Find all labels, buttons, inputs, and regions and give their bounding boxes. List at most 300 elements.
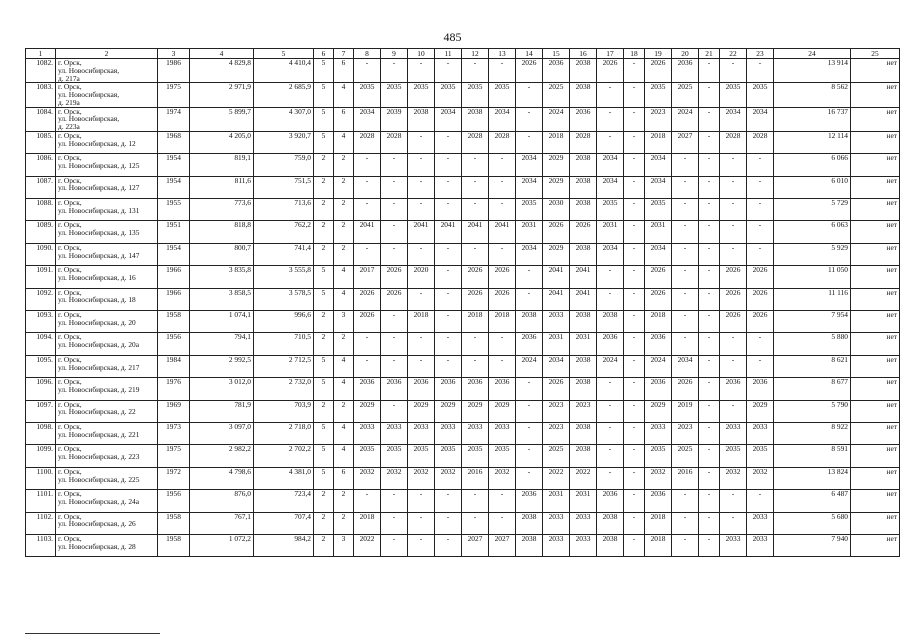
cell-col-17: 2034 <box>597 176 624 198</box>
cell-col-16: 2038 <box>570 176 597 198</box>
cell-col-23: 2028 <box>747 131 774 153</box>
cell-col-18: - <box>624 83 645 107</box>
address-cell <box>56 266 158 288</box>
cell-col-12: 2036 <box>462 378 489 400</box>
cell-col-15: 2025 <box>543 445 570 467</box>
cell-col-15: 2041 <box>543 288 570 310</box>
cell-col-10: - <box>408 534 435 556</box>
address-line: г. Орск, <box>58 400 82 409</box>
address-line: ул. Новосибирская, д. 16 <box>58 273 136 282</box>
cell-col-11: 2029 <box>435 400 462 422</box>
cell-col-24: 5 729 <box>774 199 851 221</box>
row-number: 1089. <box>26 221 56 243</box>
cell-col-10: - <box>408 512 435 534</box>
cell-col-6: 2 <box>314 333 334 355</box>
cell-col-24: 6 487 <box>774 490 851 512</box>
column-header-24: 24 <box>774 49 851 59</box>
cell-col-9: - <box>381 154 408 176</box>
cell-col-14: - <box>516 445 543 467</box>
cell-col-21: - <box>699 288 720 310</box>
cell-col-5: 707,4 <box>254 512 314 534</box>
cell-col-23: 2033 <box>747 534 774 556</box>
cell-col-25: нет <box>851 490 900 512</box>
cell-col-17: 2034 <box>597 154 624 176</box>
address-line: ул. Новосибирская, <box>58 65 120 75</box>
cell-col-17: - <box>597 467 624 489</box>
cell-col-6: 2 <box>314 221 334 243</box>
cell-col-10: - <box>408 288 435 310</box>
cell-col-12: 2018 <box>462 311 489 333</box>
cell-col-3: 1973 <box>158 422 190 444</box>
cell-col-22: - <box>720 333 747 355</box>
cell-col-4: 811,6 <box>190 176 254 198</box>
cell-col-5: 4 381,0 <box>254 467 314 489</box>
cell-col-7: 4 <box>334 378 354 400</box>
cell-col-4: 3 835,8 <box>190 266 254 288</box>
cell-col-16: 2038 <box>570 378 597 400</box>
row-number: 1098. <box>26 422 56 444</box>
cell-col-16: 2038 <box>570 154 597 176</box>
table-row <box>26 512 900 534</box>
cell-col-9: - <box>381 534 408 556</box>
cell-col-20: 2026 <box>672 378 699 400</box>
cell-col-15: 2031 <box>543 490 570 512</box>
cell-col-4: 876,0 <box>190 490 254 512</box>
cell-col-21: - <box>699 199 720 221</box>
cell-col-20: 2025 <box>672 445 699 467</box>
cell-col-7: 2 <box>334 243 354 265</box>
cell-col-14: - <box>516 400 543 422</box>
cell-col-25: нет <box>851 107 900 131</box>
row-number: 1083. <box>26 83 56 107</box>
column-header-22: 22 <box>720 49 747 59</box>
cell-col-23: - <box>747 221 774 243</box>
cell-col-19: 2035 <box>645 445 672 467</box>
row-number: 1088. <box>26 199 56 221</box>
address-line: г. Орск, <box>58 176 82 185</box>
cell-col-6: 2 <box>314 512 334 534</box>
cell-col-5: 984,2 <box>254 534 314 556</box>
cell-col-9: - <box>381 333 408 355</box>
cell-col-20: - <box>672 333 699 355</box>
cell-col-13: 2034 <box>489 107 516 131</box>
cell-col-15: 2033 <box>543 534 570 556</box>
cell-col-11: 2035 <box>435 83 462 107</box>
cell-col-5: 762,2 <box>254 221 314 243</box>
cell-col-18: - <box>624 355 645 377</box>
cell-col-14: 2036 <box>516 490 543 512</box>
cell-col-12: - <box>462 199 489 221</box>
address-line: ул. Новосибирская, д. 125 <box>58 161 140 171</box>
cell-col-24: 13 914 <box>774 59 851 83</box>
cell-col-11: 2033 <box>435 422 462 444</box>
cell-col-7: 6 <box>334 107 354 131</box>
cell-col-24: 12 114 <box>774 131 851 153</box>
cell-col-21: - <box>699 445 720 467</box>
cell-col-3: 1975 <box>158 83 190 107</box>
cell-col-21: - <box>699 355 720 377</box>
cell-col-6: 5 <box>314 59 334 83</box>
cell-col-22: 2036 <box>720 378 747 400</box>
cell-col-13: 2028 <box>489 131 516 153</box>
cell-col-16: 2038 <box>570 422 597 444</box>
cell-col-25: нет <box>851 83 900 107</box>
address-cell <box>56 534 158 556</box>
cell-col-15: 2033 <box>543 512 570 534</box>
cell-col-16: 2038 <box>570 311 597 333</box>
cell-col-9: - <box>381 311 408 333</box>
cell-col-23: - <box>747 490 774 512</box>
column-number-header <box>26 49 900 59</box>
row-number: 1090. <box>26 243 56 265</box>
cell-col-11: - <box>435 311 462 333</box>
cell-col-9: - <box>381 512 408 534</box>
cell-col-19: 2018 <box>645 131 672 153</box>
cell-col-10: - <box>408 199 435 221</box>
table-row <box>26 266 900 288</box>
cell-col-18: - <box>624 59 645 83</box>
cell-col-13: 2027 <box>489 534 516 556</box>
cell-col-21: - <box>699 467 720 489</box>
cell-col-10: 2036 <box>408 378 435 400</box>
cell-col-9: - <box>381 221 408 243</box>
cell-col-18: - <box>624 199 645 221</box>
cell-col-17: - <box>597 422 624 444</box>
cell-col-19: 2035 <box>645 83 672 107</box>
cell-col-24: 8 677 <box>774 378 851 400</box>
column-header-20: 20 <box>672 49 699 59</box>
cell-col-11: - <box>435 534 462 556</box>
cell-col-3: 1955 <box>158 199 190 221</box>
cell-col-16: 2022 <box>570 467 597 489</box>
row-number: 1093. <box>26 311 56 333</box>
cell-col-18: - <box>624 400 645 422</box>
column-header-25: 25 <box>851 49 900 59</box>
cell-col-17: 2034 <box>597 243 624 265</box>
cell-col-8: 2032 <box>354 467 381 489</box>
cell-col-16: 2031 <box>570 333 597 355</box>
cell-col-25: нет <box>851 288 900 310</box>
cell-col-4: 3 097,0 <box>190 422 254 444</box>
address-line: д. 219а <box>58 97 80 107</box>
cell-col-13: - <box>489 154 516 176</box>
cell-col-4: 4 829,8 <box>190 59 254 83</box>
cell-col-8: - <box>354 355 381 377</box>
cell-col-24: 7 954 <box>774 311 851 333</box>
cell-col-4: 767,1 <box>190 512 254 534</box>
cell-col-7: 4 <box>334 355 354 377</box>
cell-col-8: 2028 <box>354 131 381 153</box>
cell-col-23: - <box>747 355 774 377</box>
cell-col-16: 2038 <box>570 243 597 265</box>
cell-col-7: 2 <box>334 400 354 422</box>
cell-col-18: - <box>624 534 645 556</box>
cell-col-17: 2031 <box>597 221 624 243</box>
cell-col-25: нет <box>851 512 900 534</box>
cell-col-22: 2033 <box>720 422 747 444</box>
cell-col-25: нет <box>851 333 900 355</box>
cell-col-7: 2 <box>334 199 354 221</box>
address-cell <box>56 400 158 422</box>
cell-col-10: 2018 <box>408 311 435 333</box>
table-row <box>26 311 900 333</box>
cell-col-17: 2038 <box>597 534 624 556</box>
address-line: ул. Новосибирская, <box>58 90 120 100</box>
cell-col-8: 2036 <box>354 378 381 400</box>
cell-col-9: - <box>381 243 408 265</box>
cell-col-3: 1954 <box>158 176 190 198</box>
cell-col-22: 2034 <box>720 107 747 131</box>
cell-col-10: - <box>408 333 435 355</box>
cell-col-12: - <box>462 512 489 534</box>
cell-col-21: - <box>699 266 720 288</box>
cell-col-9: 2028 <box>381 131 408 153</box>
cell-col-8: 2041 <box>354 221 381 243</box>
cell-col-14: 2026 <box>516 59 543 83</box>
cell-col-18: - <box>624 266 645 288</box>
address-line: ул. Новосибирская, д. 219 <box>58 384 140 394</box>
cell-col-11: - <box>435 243 462 265</box>
cell-col-25: нет <box>851 378 900 400</box>
cell-col-20: 2027 <box>672 131 699 153</box>
column-header-4: 4 <box>190 49 254 59</box>
cell-col-16: 2041 <box>570 266 597 288</box>
cell-col-9: 2039 <box>381 107 408 131</box>
cell-col-16: 2038 <box>570 355 597 377</box>
address-cell <box>56 83 158 107</box>
address-line: г. Орск, <box>58 377 82 387</box>
cell-col-3: 1974 <box>158 107 190 131</box>
cell-col-21: - <box>699 512 720 534</box>
cell-col-17: 2038 <box>597 311 624 333</box>
cell-col-7: 4 <box>334 422 354 444</box>
address-line: г. Орск, <box>58 58 82 67</box>
cell-col-6: 2 <box>314 243 334 265</box>
cell-col-9: - <box>381 400 408 422</box>
cell-col-20: - <box>672 243 699 265</box>
cell-col-23: 2026 <box>747 266 774 288</box>
cell-col-22: 2028 <box>720 131 747 153</box>
table-row <box>26 221 900 243</box>
cell-col-11: - <box>435 199 462 221</box>
cell-col-14: 2031 <box>516 221 543 243</box>
cell-col-4: 818,8 <box>190 221 254 243</box>
cell-col-19: 2018 <box>645 512 672 534</box>
cell-col-14: 2034 <box>516 243 543 265</box>
cell-col-6: 5 <box>314 288 334 310</box>
cell-col-22: 2035 <box>720 83 747 107</box>
row-number: 1084. <box>26 107 56 131</box>
address-cell <box>56 512 158 534</box>
row-number: 1082. <box>26 59 56 83</box>
cell-col-21: - <box>699 154 720 176</box>
cell-col-13: - <box>489 199 516 221</box>
cell-col-19: 2036 <box>645 490 672 512</box>
cell-col-6: 5 <box>314 131 334 153</box>
cell-col-6: 5 <box>314 467 334 489</box>
cell-col-14: 2038 <box>516 311 543 333</box>
cell-col-17: 2036 <box>597 490 624 512</box>
address-cell <box>56 243 158 265</box>
cell-col-23: 2035 <box>747 83 774 107</box>
address-line: ул. Новосибирская, д. 24а <box>58 496 140 506</box>
cell-col-5: 751,5 <box>254 176 314 198</box>
cell-col-12: - <box>462 59 489 83</box>
cell-col-15: 2029 <box>543 243 570 265</box>
table-row <box>26 154 900 176</box>
table-row <box>26 355 900 377</box>
cell-col-7: 2 <box>334 490 354 512</box>
cell-col-22: - <box>720 400 747 422</box>
cell-col-8: 2017 <box>354 266 381 288</box>
cell-col-22: 2032 <box>720 467 747 489</box>
cell-col-11: - <box>435 176 462 198</box>
cell-col-14: - <box>516 378 543 400</box>
cell-col-4: 3 012,0 <box>190 378 254 400</box>
cell-col-20: - <box>672 311 699 333</box>
column-header-23: 23 <box>747 49 774 59</box>
cell-col-6: 2 <box>314 400 334 422</box>
cell-col-24: 8 591 <box>774 445 851 467</box>
cell-col-25: нет <box>851 422 900 444</box>
address-line: ул. Новосибирская, д. 221 <box>58 429 140 439</box>
cell-col-23: 2034 <box>747 107 774 131</box>
cell-col-25: нет <box>851 534 900 556</box>
table-row <box>26 490 900 512</box>
cell-col-5: 2 685,9 <box>254 83 314 107</box>
cell-col-10: 2020 <box>408 266 435 288</box>
cell-col-19: 2026 <box>645 59 672 83</box>
cell-col-10: - <box>408 131 435 153</box>
cell-col-8: - <box>354 490 381 512</box>
cell-col-23: - <box>747 176 774 198</box>
cell-col-25: нет <box>851 445 900 467</box>
cell-col-16: 2033 <box>570 512 597 534</box>
cell-col-6: 5 <box>314 355 334 377</box>
cell-col-18: - <box>624 243 645 265</box>
cell-col-5: 3 920,7 <box>254 131 314 153</box>
table-row <box>26 131 900 153</box>
cell-col-14: - <box>516 467 543 489</box>
address-cell <box>56 467 158 489</box>
page-number: 485 <box>443 30 462 44</box>
address-line: г. Орск, <box>58 107 82 116</box>
column-header-6: 6 <box>314 49 334 59</box>
address-line: г. Орск, <box>58 310 82 320</box>
cell-col-19: 2034 <box>645 154 672 176</box>
cell-col-10: - <box>408 243 435 265</box>
cell-col-6: 2 <box>314 534 334 556</box>
column-header-21: 21 <box>699 49 720 59</box>
address-line: г. Орск, <box>58 422 82 431</box>
cell-col-19: 2018 <box>645 534 672 556</box>
cell-col-14: - <box>516 131 543 153</box>
cell-col-21: - <box>699 490 720 512</box>
registry-table <box>25 48 900 557</box>
address-line: д. 217а <box>58 73 80 83</box>
column-header-10: 10 <box>408 49 435 59</box>
table-body <box>26 59 900 557</box>
cell-col-18: - <box>624 378 645 400</box>
cell-col-7: 6 <box>334 59 354 83</box>
cell-col-3: 1976 <box>158 378 190 400</box>
address-line: г. Орск, <box>58 198 82 208</box>
cell-col-23: - <box>747 243 774 265</box>
cell-col-22: - <box>720 243 747 265</box>
cell-col-13: - <box>489 333 516 355</box>
cell-col-13: 2026 <box>489 288 516 310</box>
cell-col-21: - <box>699 333 720 355</box>
cell-col-18: - <box>624 107 645 131</box>
address-cell <box>56 154 158 176</box>
cell-col-11: - <box>435 131 462 153</box>
address-cell <box>56 176 158 198</box>
cell-col-24: 13 824 <box>774 467 851 489</box>
cell-col-22: - <box>720 512 747 534</box>
cell-col-10: 2032 <box>408 467 435 489</box>
cell-col-20: - <box>672 176 699 198</box>
address-cell <box>56 490 158 512</box>
cell-col-9: 2035 <box>381 83 408 107</box>
table-row <box>26 378 900 400</box>
address-line: ул. Новосибирская, д. 20 <box>58 317 136 327</box>
cell-col-12: - <box>462 355 489 377</box>
cell-col-7: 4 <box>334 266 354 288</box>
cell-col-3: 1968 <box>158 131 190 153</box>
cell-col-20: 2036 <box>672 59 699 83</box>
cell-col-15: 2024 <box>543 107 570 131</box>
column-header-9: 9 <box>381 49 408 59</box>
cell-col-23: - <box>747 59 774 83</box>
cell-col-3: 1954 <box>158 243 190 265</box>
row-number: 1086. <box>26 154 56 176</box>
cell-col-8: - <box>354 154 381 176</box>
cell-col-7: 3 <box>334 534 354 556</box>
address-line: г. Орск, <box>58 355 82 364</box>
cell-col-23: 2035 <box>747 445 774 467</box>
cell-col-9: - <box>381 490 408 512</box>
cell-col-5: 710,5 <box>254 333 314 355</box>
cell-col-15: 2033 <box>543 311 570 333</box>
cell-col-20: - <box>672 154 699 176</box>
cell-col-13: 2035 <box>489 83 516 107</box>
cell-col-14: - <box>516 83 543 107</box>
cell-col-12: - <box>462 490 489 512</box>
address-line: ул. Новосибирская, д. 147 <box>58 250 140 260</box>
cell-col-8: 2029 <box>354 400 381 422</box>
cell-col-25: нет <box>851 199 900 221</box>
address-line: ул. Новосибирская, д. 225 <box>58 474 140 484</box>
address-cell <box>56 333 158 355</box>
address-line: ул. Новосибирская, д. 135 <box>58 228 140 238</box>
address-line: ул. Новосибирская, д. 127 <box>58 183 140 193</box>
cell-col-5: 703,9 <box>254 400 314 422</box>
cell-col-16: 2033 <box>570 534 597 556</box>
row-number: 1094. <box>26 333 56 355</box>
cell-col-3: 1972 <box>158 467 190 489</box>
cell-col-21: - <box>699 311 720 333</box>
cell-col-22: - <box>720 221 747 243</box>
cell-col-25: нет <box>851 59 900 83</box>
cell-col-6: 5 <box>314 266 334 288</box>
cell-col-4: 2 982,2 <box>190 445 254 467</box>
cell-col-22: - <box>720 176 747 198</box>
table-row <box>26 107 900 131</box>
cell-col-16: 2038 <box>570 59 597 83</box>
cell-col-13: - <box>489 355 516 377</box>
address-line: ул. Новосибирская, д. 18 <box>58 295 136 305</box>
cell-col-20: - <box>672 199 699 221</box>
